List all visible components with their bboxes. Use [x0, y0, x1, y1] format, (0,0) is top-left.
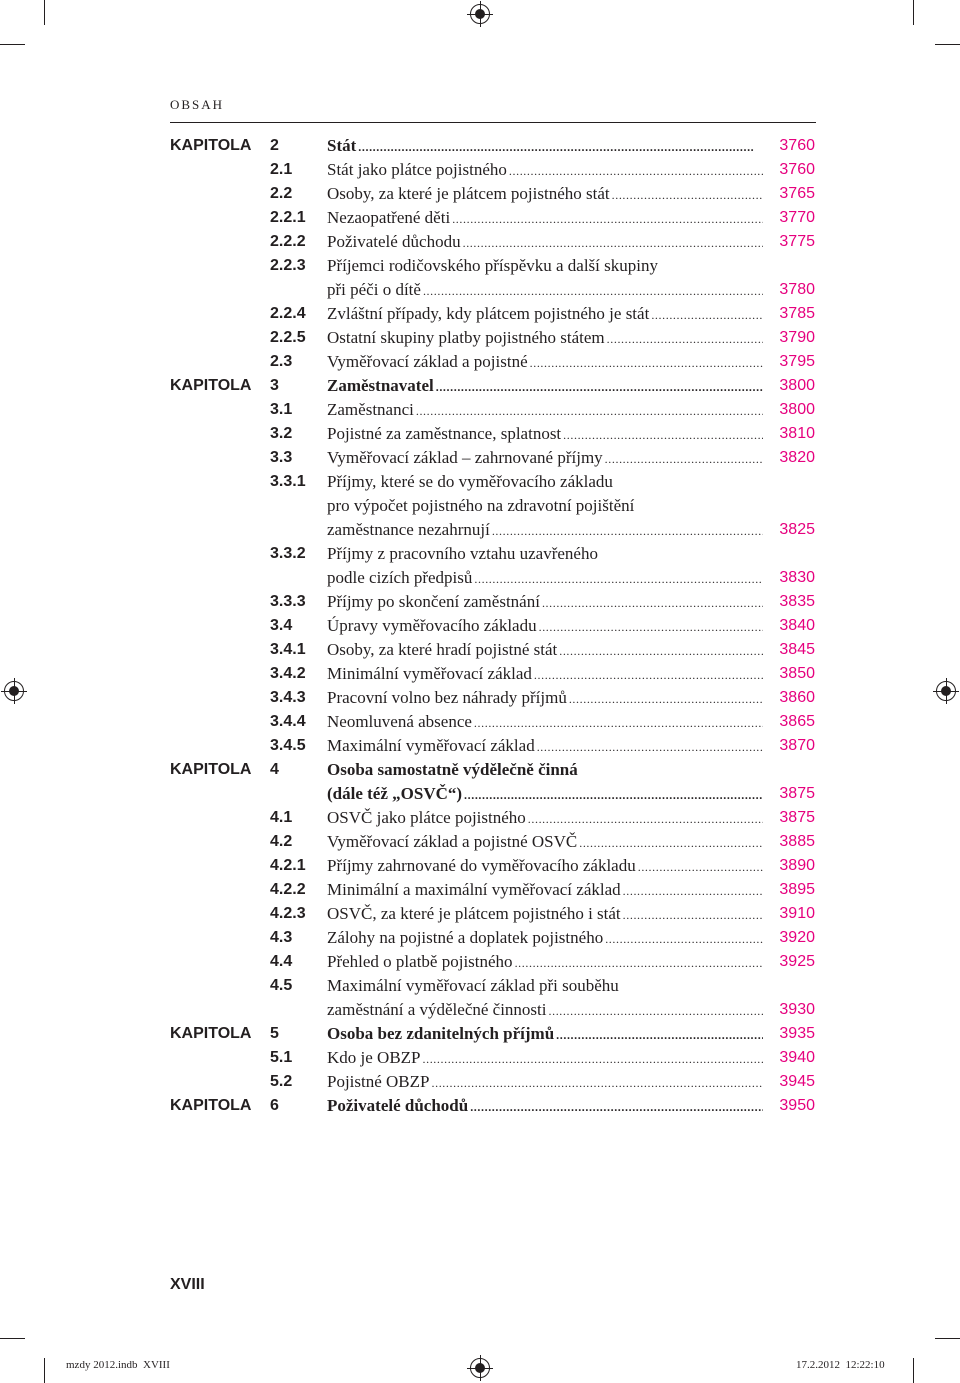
toc-entry-title	[327, 734, 763, 759]
toc-section-number: 4	[270, 761, 279, 778]
crop-mark	[913, 1358, 914, 1383]
toc-section-number: 3.4.3	[270, 689, 306, 706]
toc-row	[170, 806, 815, 830]
toc-dot-leader	[605, 326, 763, 351]
toc-entry-text: Stát	[327, 136, 357, 155]
toc-entry-text: Zaměstnavatel	[327, 376, 434, 395]
toc-section-number: 2.1	[270, 161, 293, 178]
toc-entry-text: Kdo je OBZP	[327, 1048, 421, 1067]
toc-row	[170, 398, 815, 422]
toc-entry-title	[327, 350, 763, 375]
toc-entry-title	[327, 806, 763, 831]
toc-section-number: 3.4.1	[270, 641, 306, 658]
toc-row	[170, 230, 815, 254]
crop-mark	[0, 1338, 25, 1339]
toc-page-number[interactable]: 3895	[779, 881, 815, 898]
toc-entry-text: při péči o dítě	[327, 280, 421, 299]
toc-dot-leader	[610, 182, 763, 207]
toc-row	[170, 590, 815, 614]
toc-dot-leader	[526, 806, 763, 831]
toc-entry-title	[327, 302, 763, 327]
toc-row	[170, 1094, 815, 1118]
toc-row	[170, 782, 815, 806]
toc-page-number[interactable]: 3790	[779, 329, 815, 346]
registration-mark-icon	[4, 681, 24, 701]
toc-row	[170, 878, 815, 902]
toc-entry-text: Poživatelé důchodů	[327, 1096, 469, 1115]
toc-page-number[interactable]: 3800	[779, 377, 815, 394]
page-number: XVIII	[170, 1276, 205, 1293]
toc-section-number: 4.1	[270, 809, 293, 826]
toc-dot-leader	[603, 446, 763, 471]
toc-section-number: 3.3.3	[270, 593, 306, 610]
toc-row	[170, 902, 815, 926]
toc-entry-text: Minimální a maximální vyměřovací základ	[327, 880, 621, 899]
toc-dot-leader	[468, 1094, 763, 1119]
toc-dot-leader	[430, 1070, 764, 1095]
toc-page-number[interactable]: 3860	[779, 689, 815, 706]
toc-entry-title	[327, 254, 763, 278]
toc-row	[170, 614, 815, 638]
toc-section-number: 4.2.2	[270, 881, 306, 898]
toc-entry-text: Ostatní skupiny platby pojistného státem	[327, 328, 605, 347]
toc-row	[170, 326, 815, 350]
toc-dot-leader	[421, 278, 763, 303]
toc-dot-leader	[636, 854, 763, 879]
toc-entry-text: Vyměřovací základ a pojistné OSVČ	[327, 832, 578, 851]
crop-mark	[44, 0, 45, 25]
toc-section-number: 3.2	[270, 425, 293, 442]
toc-entry-text: Osoby, za které hradí pojistné stát	[327, 640, 558, 659]
toc-entry-title	[327, 710, 763, 735]
toc-entry-title	[327, 686, 763, 711]
toc-section-number: 3.4	[270, 617, 293, 634]
toc-entry-text: OSVČ, za které je plátcem pojistného i stát	[327, 904, 621, 923]
toc-section-number: 3.3.2	[270, 545, 306, 562]
toc-section-number: 5.1	[270, 1049, 293, 1066]
toc-entry-text: Nezaopatřené děti	[327, 208, 451, 227]
toc-entry-title	[327, 470, 763, 494]
toc-section-number: 2	[270, 137, 279, 154]
toc-dot-leader	[557, 638, 763, 663]
toc-page-number[interactable]: 3810	[779, 425, 815, 442]
toc-page-number[interactable]: 3920	[779, 929, 815, 946]
toc-row	[170, 350, 815, 374]
toc-row	[170, 278, 815, 302]
toc-entry-text: Úpravy vyměřovacího základu	[327, 616, 537, 635]
toc-row	[170, 926, 815, 950]
toc-entry-title	[327, 230, 763, 255]
toc-section-number: 2.2.2	[270, 233, 306, 250]
toc-entry-title	[327, 1022, 763, 1047]
toc-page-number[interactable]: 3775	[779, 233, 815, 250]
toc-entry-text: OSVČ jako plátce pojistného	[327, 808, 526, 827]
toc-page-number[interactable]: 3870	[779, 737, 815, 754]
toc-entry-title	[327, 638, 763, 663]
toc-row	[170, 686, 815, 710]
toc-row	[170, 758, 815, 782]
slug-file	[66, 1359, 170, 1371]
toc-row	[170, 302, 815, 326]
toc-entry-title	[327, 926, 763, 951]
toc-row	[170, 830, 815, 854]
crop-mark	[935, 44, 960, 45]
toc-section-number: 3.4.5	[270, 737, 306, 754]
toc-section-number: 4.4	[270, 953, 293, 970]
toc-dot-leader	[621, 902, 763, 927]
toc-page-number[interactable]: 3935	[779, 1025, 815, 1042]
toc-entry-text: Pojistné OBZP	[327, 1072, 430, 1091]
toc-section-number: 4.5	[270, 977, 293, 994]
toc-entry-text: Vyměřovací základ a pojistné	[327, 352, 528, 371]
toc-dot-leader	[462, 782, 763, 807]
toc-entry-text: Vyměřovací základ – zahrnované příjmy	[327, 448, 603, 467]
toc-page-number[interactable]: 3820	[779, 449, 815, 466]
toc-dot-leader	[513, 950, 763, 975]
toc-entry-text: pro výpočet pojistného na zdravotní pojištění	[327, 496, 635, 515]
toc-page-number[interactable]: 3875	[779, 785, 815, 802]
toc-row	[170, 854, 815, 878]
toc-entry-title	[327, 974, 763, 998]
toc-section-number: 3.1	[270, 401, 293, 418]
toc-entry-title	[327, 590, 763, 615]
toc-entry-title	[327, 542, 763, 566]
toc-entry-text: Minimální vyměřovací základ	[327, 664, 532, 683]
toc-row	[170, 518, 815, 542]
toc-page-number[interactable]: 3865	[779, 713, 815, 730]
toc-dot-leader	[472, 710, 763, 735]
toc-page-number[interactable]: 3800	[779, 401, 815, 418]
toc-entry-text: Příjmy po skončení zaměstnání	[327, 592, 540, 611]
toc-row	[170, 254, 815, 278]
slug-filename: mzdy 2012.indb	[66, 1359, 138, 1371]
toc-entry-text: podle cizích předpisů	[327, 568, 473, 587]
toc-dot-leader	[561, 422, 763, 447]
toc-section-number: 3.3.1	[270, 473, 306, 490]
toc-entry-title	[327, 158, 763, 183]
toc-entry-text: Zálohy na pojistné a doplatek pojistného	[327, 928, 604, 947]
toc-entry-title	[327, 758, 763, 782]
toc-dot-leader	[535, 734, 763, 759]
header-rule	[170, 122, 816, 123]
toc-dot-leader	[528, 350, 763, 375]
toc-entry-text: Osoby, za které je plátcem pojistného stát	[327, 184, 610, 203]
toc-page-number[interactable]: 3825	[779, 521, 815, 538]
toc-row	[170, 974, 815, 998]
toc-page-number[interactable]: 3795	[779, 353, 815, 370]
toc-page-number[interactable]: 3760	[779, 161, 815, 178]
toc-chapter-label: KAPITOLA	[170, 1097, 252, 1114]
toc-section-number: 3.4.2	[270, 665, 306, 682]
toc-row	[170, 998, 815, 1022]
toc-page-number[interactable]: 3945	[779, 1073, 815, 1090]
slug-timestamp	[796, 1359, 885, 1371]
section-header: OBSAH	[170, 97, 225, 112]
toc-entry-text: Přehled o platbě pojistného	[327, 952, 513, 971]
toc-dot-leader	[450, 206, 763, 231]
toc-section-number: 2.2.4	[270, 305, 306, 322]
toc-dot-leader	[414, 398, 763, 423]
toc-row	[170, 566, 815, 590]
toc-section-number: 3.3	[270, 449, 293, 466]
toc-entry-text: Příjmy zahrnované do vyměřovacího základu	[327, 856, 636, 875]
toc-dot-leader	[649, 302, 763, 327]
toc-page-number[interactable]: 3770	[779, 209, 815, 226]
table-of-contents	[170, 134, 815, 1118]
toc-entry-text: Stát jako plátce pojistného	[327, 160, 507, 179]
toc-page-number[interactable]: 3930	[779, 1001, 815, 1018]
toc-row	[170, 542, 815, 566]
toc-entry-title	[327, 326, 763, 351]
toc-page-number[interactable]: 3840	[779, 617, 815, 634]
toc-section-number: 6	[270, 1097, 279, 1114]
toc-entry-text: zaměstnání a výdělečné činnosti	[327, 1000, 547, 1019]
crop-mark	[44, 1358, 45, 1383]
toc-entry-text: Osoba samostatně výdělečně činná	[327, 760, 578, 779]
toc-section-number: 3.4.4	[270, 713, 306, 730]
toc-row	[170, 158, 815, 182]
slug-page: XVIII	[143, 1359, 170, 1371]
toc-entry-title	[327, 182, 763, 207]
toc-dot-leader	[577, 830, 763, 855]
registration-mark-icon	[470, 1358, 490, 1378]
toc-dot-leader	[537, 614, 763, 639]
toc-entry-text: Zaměstnanci	[327, 400, 414, 419]
registration-mark-icon	[470, 4, 490, 24]
toc-page-number[interactable]: 3780	[779, 281, 815, 298]
toc-dot-leader	[540, 590, 763, 615]
crop-mark	[935, 1338, 960, 1339]
toc-entry-text: Příjmy z pracovního vztahu uzavřeného	[327, 544, 598, 563]
toc-row	[170, 374, 815, 398]
toc-row	[170, 422, 815, 446]
toc-entry-title	[327, 494, 763, 518]
toc-entry-text: Poživatelé důchodu	[327, 232, 461, 251]
toc-row	[170, 470, 815, 494]
toc-chapter-label: KAPITOLA	[170, 137, 252, 154]
toc-entry-text: Pojistné za zaměstnance, splatnost	[327, 424, 562, 443]
toc-page-number[interactable]: 3875	[779, 809, 815, 826]
toc-page-number[interactable]: 3850	[779, 665, 815, 682]
toc-entry-title	[327, 950, 763, 975]
toc-page-number[interactable]: 3890	[779, 857, 815, 874]
toc-dot-leader	[532, 662, 763, 687]
toc-section-number: 2.2.5	[270, 329, 306, 346]
toc-dot-leader	[554, 1022, 763, 1047]
toc-entry-text: Příjemci rodičovského příspěvku a další skupiny	[327, 256, 658, 275]
toc-entry-title	[327, 422, 763, 447]
toc-entry-title	[327, 830, 763, 855]
toc-entry-text: Příjmy, které se do vyměřovacího základu	[327, 472, 613, 491]
toc-dot-leader	[603, 926, 763, 951]
slug-time: 12:22:10	[845, 1359, 885, 1371]
toc-row	[170, 206, 815, 230]
toc-entry-text: Zvláštní případy, kdy plátcem pojistného je stát	[327, 304, 650, 323]
toc-page-number[interactable]: 3785	[779, 305, 815, 322]
toc-chapter-label: KAPITOLA	[170, 761, 252, 778]
toc-row	[170, 710, 815, 734]
toc-page-number[interactable]: 3885	[779, 833, 815, 850]
toc-entry-title	[327, 446, 763, 471]
toc-row	[170, 734, 815, 758]
toc-entry-title	[327, 278, 763, 303]
toc-section-number: 4.2	[270, 833, 293, 850]
toc-entry-title	[327, 902, 763, 927]
toc-page-number[interactable]: 3835	[779, 593, 815, 610]
toc-entry-text: Maximální vyměřovací základ	[327, 736, 535, 755]
toc-page-number[interactable]: 3910	[779, 905, 815, 922]
toc-section-number: 3	[270, 377, 279, 394]
slug-date: 17.2.2012	[796, 1359, 840, 1371]
toc-entry-title	[327, 374, 763, 399]
toc-entry-title	[327, 998, 763, 1023]
toc-entry-title	[327, 1094, 763, 1119]
toc-dot-leader	[356, 134, 763, 159]
toc-section-number: 2.3	[270, 353, 293, 370]
toc-dot-leader	[472, 566, 763, 591]
toc-entry-text: (dále též „OSVČ“)	[327, 784, 463, 803]
toc-dot-leader	[621, 878, 763, 903]
toc-row	[170, 494, 815, 518]
toc-entry-title	[327, 1070, 763, 1095]
toc-page-number[interactable]: 3950	[779, 1097, 815, 1114]
toc-entry-title	[327, 206, 763, 231]
toc-page-number[interactable]: 3830	[779, 569, 815, 586]
toc-row	[170, 662, 815, 686]
toc-row	[170, 134, 815, 158]
toc-entry-title	[327, 614, 763, 639]
toc-section-number: 4.3	[270, 929, 293, 946]
toc-entry-text: Osoba bez zdanitelných příjmů	[327, 1024, 555, 1043]
registration-mark-icon	[936, 681, 956, 701]
toc-dot-leader	[421, 1046, 764, 1071]
crop-mark	[913, 0, 914, 25]
toc-chapter-label: KAPITOLA	[170, 377, 252, 394]
toc-page-number[interactable]: 3765	[779, 185, 815, 202]
toc-entry-text: Neomluvená absence	[327, 712, 472, 731]
toc-dot-leader	[490, 518, 763, 543]
toc-entry-text: Maximální vyměřovací základ při souběhu	[327, 976, 619, 995]
toc-page-number[interactable]: 3940	[779, 1049, 815, 1066]
toc-row	[170, 446, 815, 470]
toc-page-number[interactable]: 3760	[779, 137, 815, 154]
toc-entry-title	[327, 398, 763, 423]
toc-entry-text: zaměstnance nezahrnují	[327, 520, 490, 539]
toc-row	[170, 182, 815, 206]
toc-row	[170, 950, 815, 974]
toc-dot-leader	[547, 998, 764, 1023]
toc-row	[170, 638, 815, 662]
toc-entry-title	[327, 878, 763, 903]
toc-entry-title	[327, 134, 763, 159]
toc-dot-leader	[567, 686, 763, 711]
toc-entry-title	[327, 518, 763, 543]
toc-row	[170, 1022, 815, 1046]
toc-section-number: 2.2.3	[270, 257, 306, 274]
toc-chapter-label: KAPITOLA	[170, 1025, 252, 1042]
toc-dot-leader	[434, 374, 763, 399]
toc-entry-title	[327, 662, 763, 687]
toc-entry-title	[327, 566, 763, 591]
crop-mark	[0, 44, 25, 45]
toc-section-number: 2.2	[270, 185, 293, 202]
toc-dot-leader	[461, 230, 763, 255]
toc-section-number: 5.2	[270, 1073, 293, 1090]
toc-entry-title	[327, 782, 763, 807]
toc-row	[170, 1070, 815, 1094]
toc-page-number[interactable]: 3845	[779, 641, 815, 658]
toc-section-number: 2.2.1	[270, 209, 306, 226]
toc-entry-title	[327, 854, 763, 879]
toc-entry-title	[327, 1046, 763, 1071]
toc-section-number: 4.2.3	[270, 905, 306, 922]
toc-section-number: 4.2.1	[270, 857, 306, 874]
toc-page-number[interactable]: 3925	[779, 953, 815, 970]
toc-entry-text: Pracovní volno bez náhrady příjmů	[327, 688, 567, 707]
toc-row	[170, 1046, 815, 1070]
toc-dot-leader	[507, 158, 763, 183]
toc-section-number: 5	[270, 1025, 279, 1042]
